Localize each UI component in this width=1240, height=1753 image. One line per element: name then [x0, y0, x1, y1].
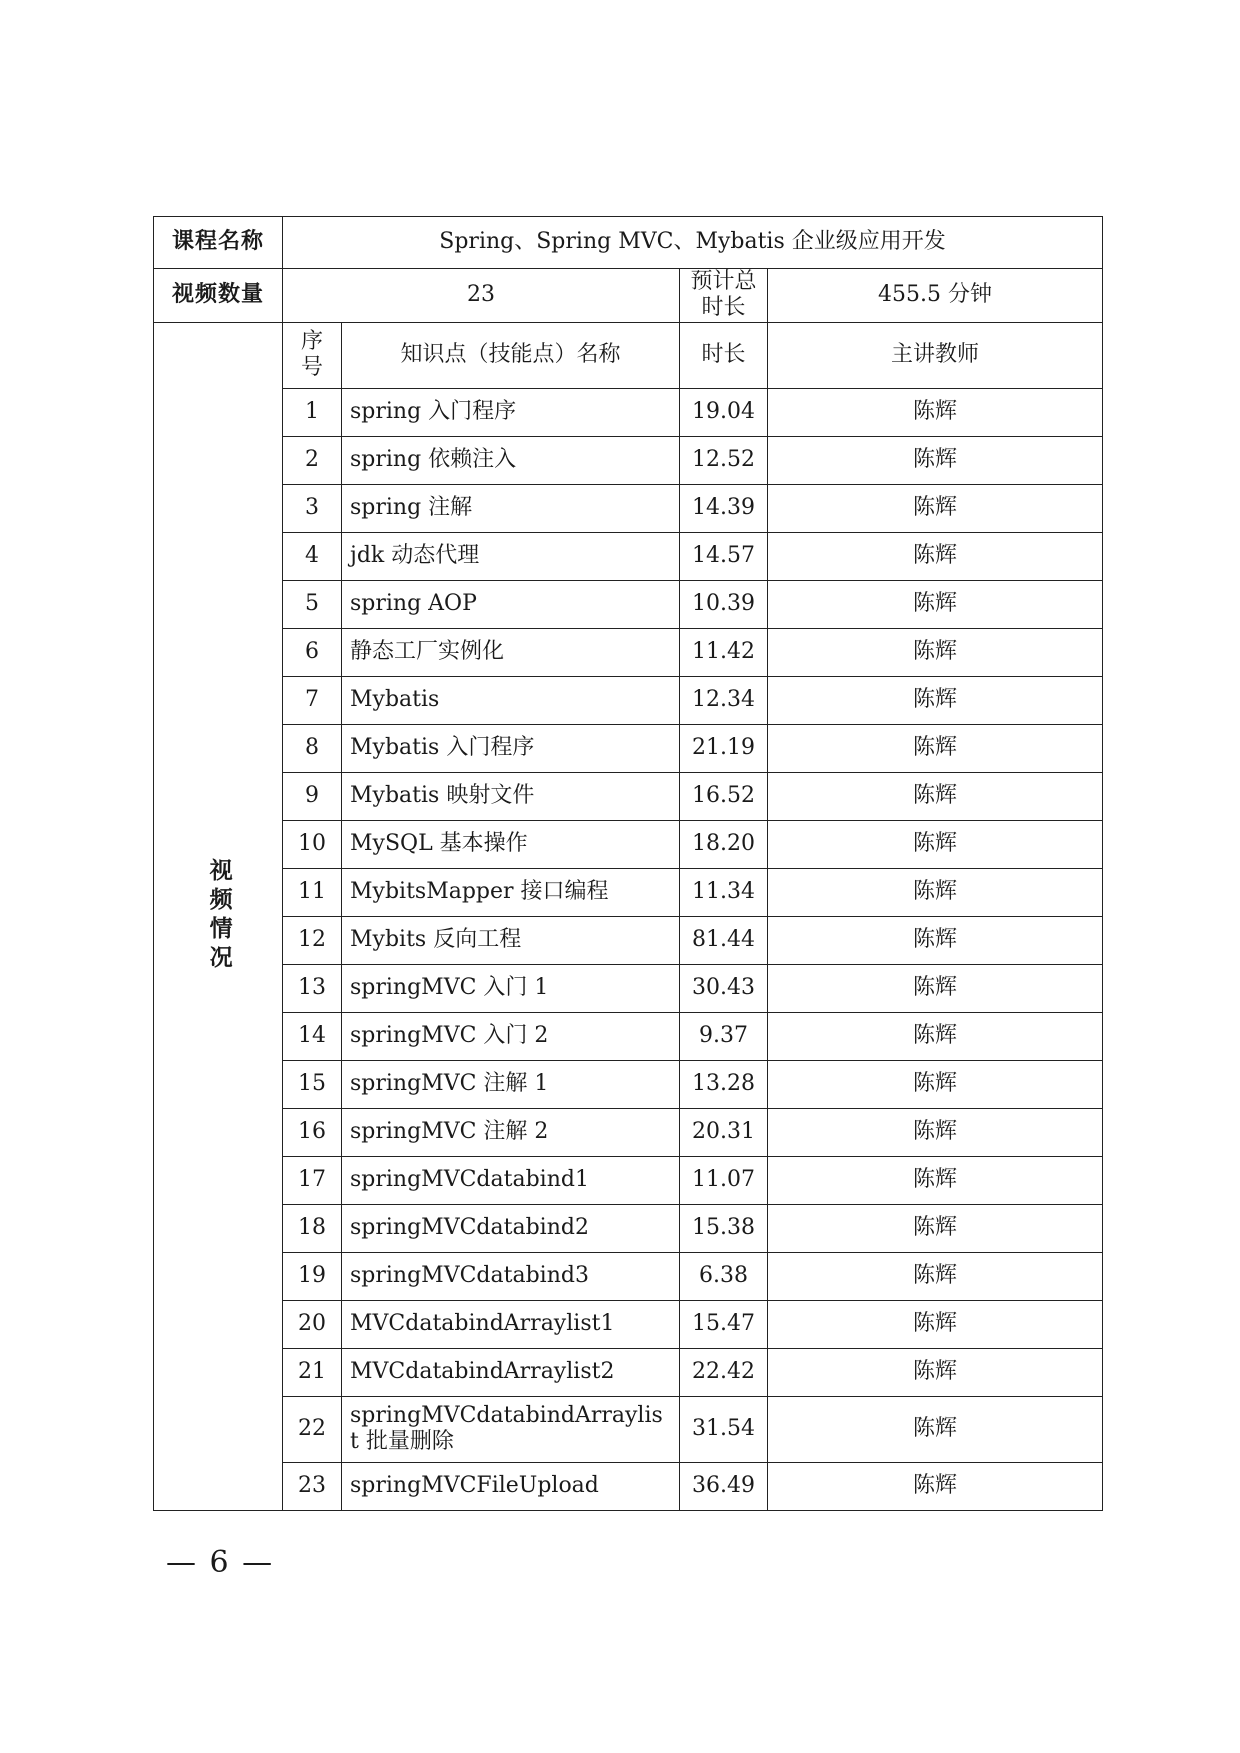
row-seq: 11 — [283, 868, 342, 916]
row-teacher: 陈辉 — [768, 1012, 1103, 1060]
row-duration: 30.43 — [680, 964, 768, 1012]
row-topic: springMVC 入门 1 — [342, 964, 680, 1012]
row-topic: spring 注解 — [342, 484, 680, 532]
row-seq: 8 — [283, 724, 342, 772]
row-topic: springMVCdatabind2 — [342, 1204, 680, 1252]
course-info-table — [153, 216, 1103, 1511]
row-topic: spring 入门程序 — [342, 388, 680, 436]
row-teacher: 陈辉 — [768, 436, 1103, 484]
header-duration: 时长 — [680, 322, 768, 388]
row-duration: 21.19 — [680, 724, 768, 772]
row-topic: 静态工厂实例化 — [342, 628, 680, 676]
row-seq: 2 — [283, 436, 342, 484]
row-teacher: 陈辉 — [768, 724, 1103, 772]
row-seq: 13 — [283, 964, 342, 1012]
row-teacher: 陈辉 — [768, 388, 1103, 436]
row-topic: springMVCdatabind3 — [342, 1252, 680, 1300]
row-duration: 31.54 — [680, 1396, 768, 1462]
table-row — [154, 772, 1103, 820]
table-row — [154, 388, 1103, 436]
row-topic: spring AOP — [342, 580, 680, 628]
row-duration: 14.39 — [680, 484, 768, 532]
row-seq: 16 — [283, 1108, 342, 1156]
row-teacher: 陈辉 — [768, 916, 1103, 964]
row-duration: 20.31 — [680, 1108, 768, 1156]
table-row — [154, 532, 1103, 580]
row-topic: springMVC 注解 1 — [342, 1060, 680, 1108]
row-seq: 21 — [283, 1348, 342, 1396]
row-teacher: 陈辉 — [768, 1204, 1103, 1252]
row-duration: 10.39 — [680, 580, 768, 628]
row-seq: 4 — [283, 532, 342, 580]
table-row — [154, 868, 1103, 916]
row-seq: 17 — [283, 1156, 342, 1204]
row-topic: Mybits 反向工程 — [342, 916, 680, 964]
row-seq: 14 — [283, 1012, 342, 1060]
row-teacher: 陈辉 — [768, 820, 1103, 868]
total-duration-value: 455.5 分钟 — [768, 269, 1103, 323]
table-row — [154, 1396, 1103, 1462]
row-teacher: 陈辉 — [768, 1396, 1103, 1462]
header-seq: 序号 — [283, 322, 342, 388]
row-duration: 19.04 — [680, 388, 768, 436]
header-teacher: 主讲教师 — [768, 322, 1103, 388]
header-topic: 知识点（技能点）名称 — [342, 322, 680, 388]
row-seq: 9 — [283, 772, 342, 820]
row-duration: 11.42 — [680, 628, 768, 676]
table-row — [154, 820, 1103, 868]
row-teacher: 陈辉 — [768, 484, 1103, 532]
row-teacher: 陈辉 — [768, 1300, 1103, 1348]
course-name-value: Spring、Spring MVC、Mybatis 企业级应用开发 — [283, 217, 1103, 269]
table-row — [154, 1204, 1103, 1252]
row-duration: 81.44 — [680, 916, 768, 964]
row-topic: MySQL 基本操作 — [342, 820, 680, 868]
row-duration: 11.34 — [680, 868, 768, 916]
row-seq: 3 — [283, 484, 342, 532]
row-teacher: 陈辉 — [768, 532, 1103, 580]
row-seq: 18 — [283, 1204, 342, 1252]
row-teacher: 陈辉 — [768, 1252, 1103, 1300]
row-teacher: 陈辉 — [768, 676, 1103, 724]
video-count-label: 视频数量 — [154, 269, 283, 323]
row-topic: springMVC 注解 2 — [342, 1108, 680, 1156]
table-row — [154, 484, 1103, 532]
row-duration: 15.38 — [680, 1204, 768, 1252]
row-topic: MVCdatabindArraylist1 — [342, 1300, 680, 1348]
row-seq: 15 — [283, 1060, 342, 1108]
row-duration: 11.07 — [680, 1156, 768, 1204]
video-section-label: 视频情况 — [205, 858, 232, 975]
row-seq: 7 — [283, 676, 342, 724]
row-duration: 36.49 — [680, 1462, 768, 1510]
row-teacher: 陈辉 — [768, 580, 1103, 628]
row-teacher: 陈辉 — [768, 868, 1103, 916]
row-duration: 6.38 — [680, 1252, 768, 1300]
row-topic: MVCdatabindArraylist2 — [342, 1348, 680, 1396]
table-row — [154, 1156, 1103, 1204]
row-seq: 20 — [283, 1300, 342, 1348]
table-row — [154, 628, 1103, 676]
table-row — [154, 1300, 1103, 1348]
row-duration: 12.52 — [680, 436, 768, 484]
row-duration: 18.20 — [680, 820, 768, 868]
table-row — [154, 724, 1103, 772]
row-seq: 6 — [283, 628, 342, 676]
row-seq: 19 — [283, 1252, 342, 1300]
row-topic: jdk 动态代理 — [342, 532, 680, 580]
row-duration: 14.57 — [680, 532, 768, 580]
row-seq: 5 — [283, 580, 342, 628]
row-topic: Mybatis — [342, 676, 680, 724]
row-teacher: 陈辉 — [768, 772, 1103, 820]
table-row — [154, 1252, 1103, 1300]
video-count-row — [154, 269, 1103, 323]
row-seq: 22 — [283, 1396, 342, 1462]
video-section-label-cell — [154, 322, 283, 1510]
row-seq: 23 — [283, 1462, 342, 1510]
row-topic: MybitsMapper 接口编程 — [342, 868, 680, 916]
row-duration: 12.34 — [680, 676, 768, 724]
table-row — [154, 916, 1103, 964]
row-duration: 15.47 — [680, 1300, 768, 1348]
row-topic: springMVC 入门 2 — [342, 1012, 680, 1060]
table-row — [154, 436, 1103, 484]
total-duration-label: 预计总时长 — [680, 269, 768, 323]
table-row — [154, 676, 1103, 724]
table-row — [154, 1462, 1103, 1510]
row-teacher: 陈辉 — [768, 1156, 1103, 1204]
table-row — [154, 1348, 1103, 1396]
page-number: — 6 — — [166, 1545, 275, 1580]
table-row — [154, 1060, 1103, 1108]
row-topic: Mybatis 入门程序 — [342, 724, 680, 772]
row-topic: Mybatis 映射文件 — [342, 772, 680, 820]
row-teacher: 陈辉 — [768, 1462, 1103, 1510]
row-topic: springMVCFileUpload — [342, 1462, 680, 1510]
table-row — [154, 1108, 1103, 1156]
row-duration: 22.42 — [680, 1348, 768, 1396]
row-seq: 10 — [283, 820, 342, 868]
row-topic: springMVCdatabindArraylist 批量删除 — [342, 1396, 680, 1462]
row-topic: spring 依赖注入 — [342, 436, 680, 484]
row-teacher: 陈辉 — [768, 964, 1103, 1012]
course-name-label: 课程名称 — [154, 217, 283, 269]
row-seq: 12 — [283, 916, 342, 964]
row-duration: 16.52 — [680, 772, 768, 820]
table-row — [154, 580, 1103, 628]
table-row — [154, 1012, 1103, 1060]
row-topic: springMVCdatabind1 — [342, 1156, 680, 1204]
video-header-row — [154, 322, 1103, 388]
video-count-value: 23 — [283, 269, 680, 323]
row-teacher: 陈辉 — [768, 628, 1103, 676]
row-teacher: 陈辉 — [768, 1348, 1103, 1396]
row-duration: 13.28 — [680, 1060, 768, 1108]
row-duration: 9.37 — [680, 1012, 768, 1060]
row-teacher: 陈辉 — [768, 1108, 1103, 1156]
row-seq: 1 — [283, 388, 342, 436]
course-name-row — [154, 217, 1103, 269]
table-row — [154, 964, 1103, 1012]
row-teacher: 陈辉 — [768, 1060, 1103, 1108]
